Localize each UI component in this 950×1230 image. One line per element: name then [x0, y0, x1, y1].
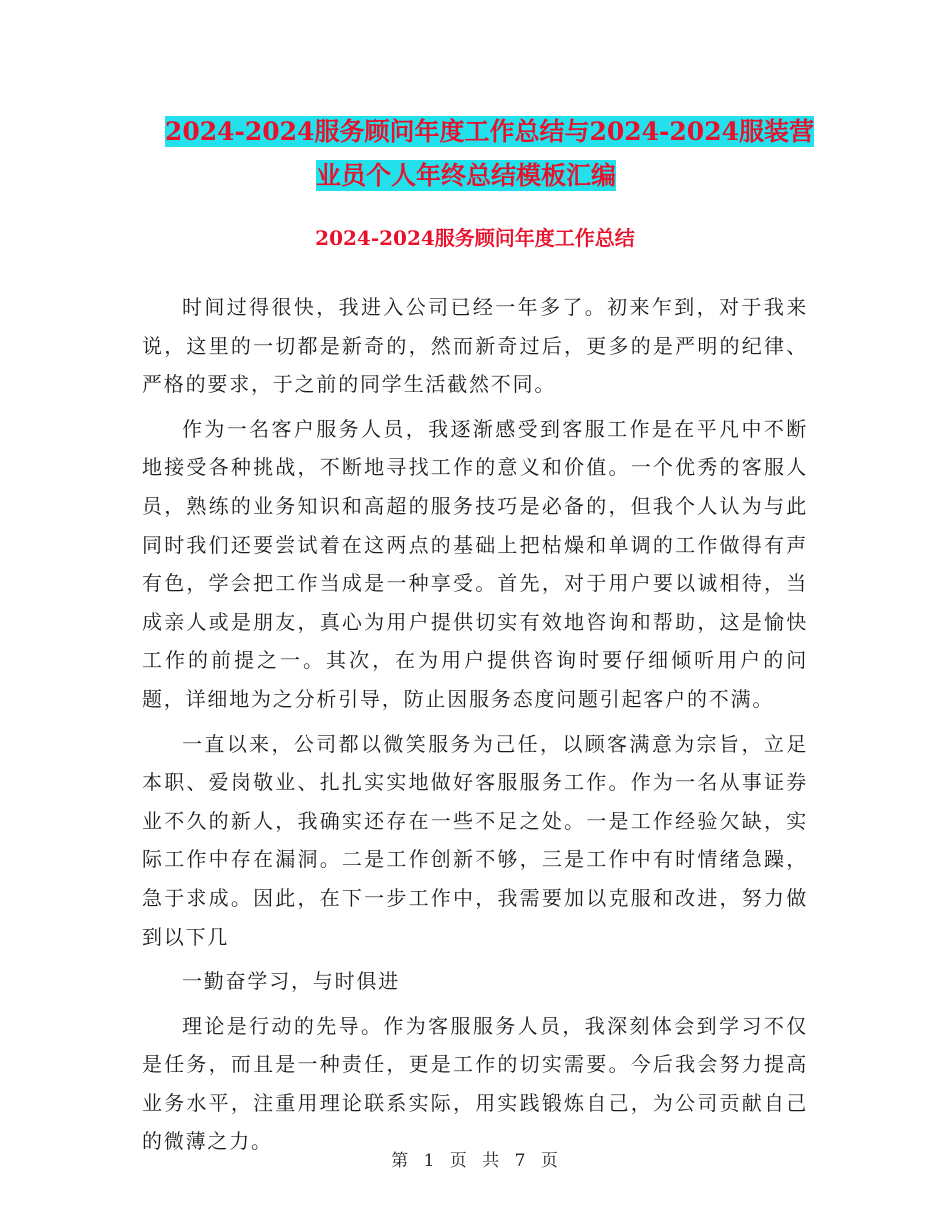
footer-suffix: 页 — [540, 1151, 559, 1171]
paragraph-customer-service: 作为一名客户服务人员，我逐渐感受到客服工作是在平凡中不断地接受各种挑战，不断地寻找工作的意义和价值。一个优秀的客服人员，熟练的业务知识和高超的服务技巧是必备的，但我个人认为与此同时我们还要尝试着在这两点的基础上把枯燥和单调的工作做得有声有色，学会把工作当成是一种享受。首先，对于用户要以诚相待，当成亲人或是朋友，真心为用户提供切实有效地咨询和帮助，这是愉快工作的前提之一。其次，在为用户提供咨询时要仔细倾听用户的问题，详细地为之分析引导，防止因服务态度问题引起客户的不满。 — [142, 416, 808, 711]
footer-page-number: 1 — [423, 1151, 436, 1171]
footer-total-pages: 7 — [514, 1151, 527, 1171]
page-footer — [0, 1146, 950, 1171]
document-title-line1-wrap — [142, 110, 814, 154]
paragraph-heading-study: 一勤奋学习，与时俱进 — [182, 969, 400, 994]
paragraph-intro: 时间过得很快，我进入公司已经一年多了。初来乍到，对于我来说，这里的一切都是新奇的，然而新奇过后，更多的是严明的纪律、严格的要求，于之前的同学生活截然不同。 — [142, 295, 808, 397]
footer-total-label: 共 — [482, 1151, 501, 1171]
footer-prefix: 第 — [391, 1151, 410, 1171]
paragraph-theory: 理论是行动的先导。作为客服服务人员，我深刻体会到学习不仅是任务，而且是一种责任，更是工作的切实需要。今后我会努力提高业务水平，注重用理论联系实际，用实践锻炼自己，为公司贡献自己的微薄之力。 — [142, 1013, 808, 1154]
document-title-line2: 业员个人年终总结模板汇编 — [316, 161, 617, 190]
footer-page-label: 页 — [449, 1151, 468, 1171]
document-title-line1: 2024-2024服务顾问年度工作总结与2024-2024服装营 — [164, 117, 814, 146]
document-title — [142, 110, 814, 198]
paragraph-shortcomings: 一直以来，公司都以微笑服务为己任，以顾客满意为宗旨，立足本职、爱岗敬业、扎扎实实地做好客服服务工作。作为一名从事证券业不久的新人，我确实还存在一些不足之处。一是工作经验欠缺，实际工作中存在漏洞。二是工作创新不够，三是工作中有时情绪急躁，急于求成。因此，在下一步工作中，我需要加以克服和改进，努力做到以下几 — [142, 731, 808, 949]
section-title: 2024-2024服务顾问年度工作总结 — [315, 226, 635, 250]
document-title-line2-wrap — [142, 154, 814, 198]
document-body — [142, 288, 808, 1161]
